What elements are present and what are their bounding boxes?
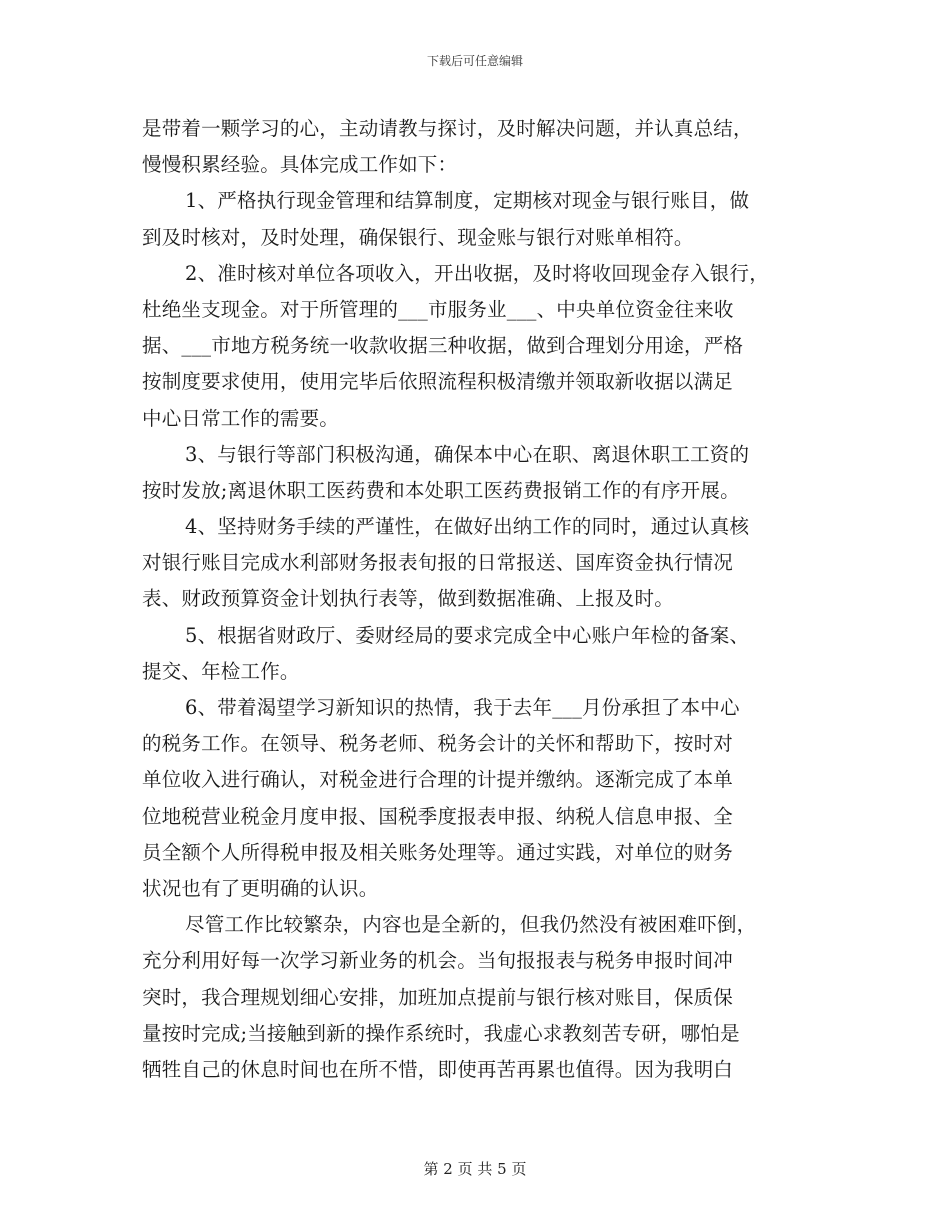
text-line: 对银行账目完成水利部财务报表旬报的日常报送、国库资金执行情况 (142, 551, 734, 575)
text-line: 的税务工作。在领导、税务老师、税务会计的关怀和帮助下，按时对 (142, 732, 734, 756)
text-line: 按制度要求使用，使用完毕后依照流程积极清缴并领取新收据以满足 (142, 370, 734, 394)
text-line: 6、带着渴望学习新知识的热情，我于去年___月份承担了本中心 (185, 696, 740, 719)
text-line: 杜绝坐支现金。对于所管理的___市服务业___、中央单位资金往来收 (142, 297, 734, 321)
text-line: 按时发放;离退休职工医药费和本处职工医药费报销工作的有序开展。 (142, 478, 740, 502)
text-line: 牺牲自己的休息时间也在所不惜，即使再苦再累也值得。因为我明白 (142, 1057, 734, 1081)
text-line: 慢慢积累经验。具体完成工作如下： (142, 153, 458, 177)
page-number-footer: 第 2 页 共 5 页 (423, 1160, 527, 1178)
text-line: 5、根据省财政厅、委财经局的要求完成全中心账户年检的备案、 (185, 623, 750, 647)
text-line: 2、准时核对单位各项收入，开出收据，及时将收回现金存入银行， (185, 261, 769, 285)
text-line: 量按时完成;当接触到新的操作系统时，我虚心求教刻苦专研，哪怕是 (142, 1021, 740, 1045)
text-line: 据、___市地方税务统一收款收据三种收据，做到合理划分用途，严格 (142, 334, 744, 358)
text-line: 4、坚持财务手续的严谨性，在做好出纳工作的同时，通过认真核 (185, 515, 750, 539)
document-body (142, 111, 802, 1088)
text-line: 位地税营业税金月度申报、国税季度报表申报、纳税人信息申报、全 (142, 804, 734, 828)
page-header: 下载后可任意编辑 (426, 54, 523, 68)
text-line: 3、与银行等部门积极沟通，确保本中心在职、离退休职工工资的 (185, 442, 750, 466)
text-line: 状况也有了更明确的认识。 (142, 876, 379, 900)
text-line: 是带着一颗学习的心，主动请教与探讨，及时解决问题，并认真总结， (142, 117, 753, 140)
text-line: 到及时核对，及时处理，确保银行、现金账与银行对账单相符。 (142, 225, 694, 249)
text-line: 突时，我合理规划细心安排，加班加点提前与银行核对账目，保质保 (142, 985, 734, 1009)
text-line: 提交、年检工作。 (142, 659, 300, 683)
text-line: 尽管工作比较繁杂，内容也是全新的，但我仍然没有被困难吓倒， (185, 913, 757, 937)
text-line: 充分利用好每一次学习新业务的机会。当旬报报表与税务申报时间冲 (142, 949, 734, 973)
text-line: 员全额个人所得税申报及相关账务处理等。通过实践，对单位的财务 (142, 840, 734, 864)
text-line: 1、严格执行现金管理和结算制度，定期核对现金与银行账目，做 (185, 189, 750, 213)
text-line: 表、财政预算资金计划执行表等，做到数据准确、上报及时。 (142, 587, 674, 611)
text-line: 中心日常工作的需要。 (142, 406, 340, 430)
text-line: 单位收入进行确认，对税金进行合理的计提并缴纳。逐渐完成了本单 (142, 768, 734, 792)
